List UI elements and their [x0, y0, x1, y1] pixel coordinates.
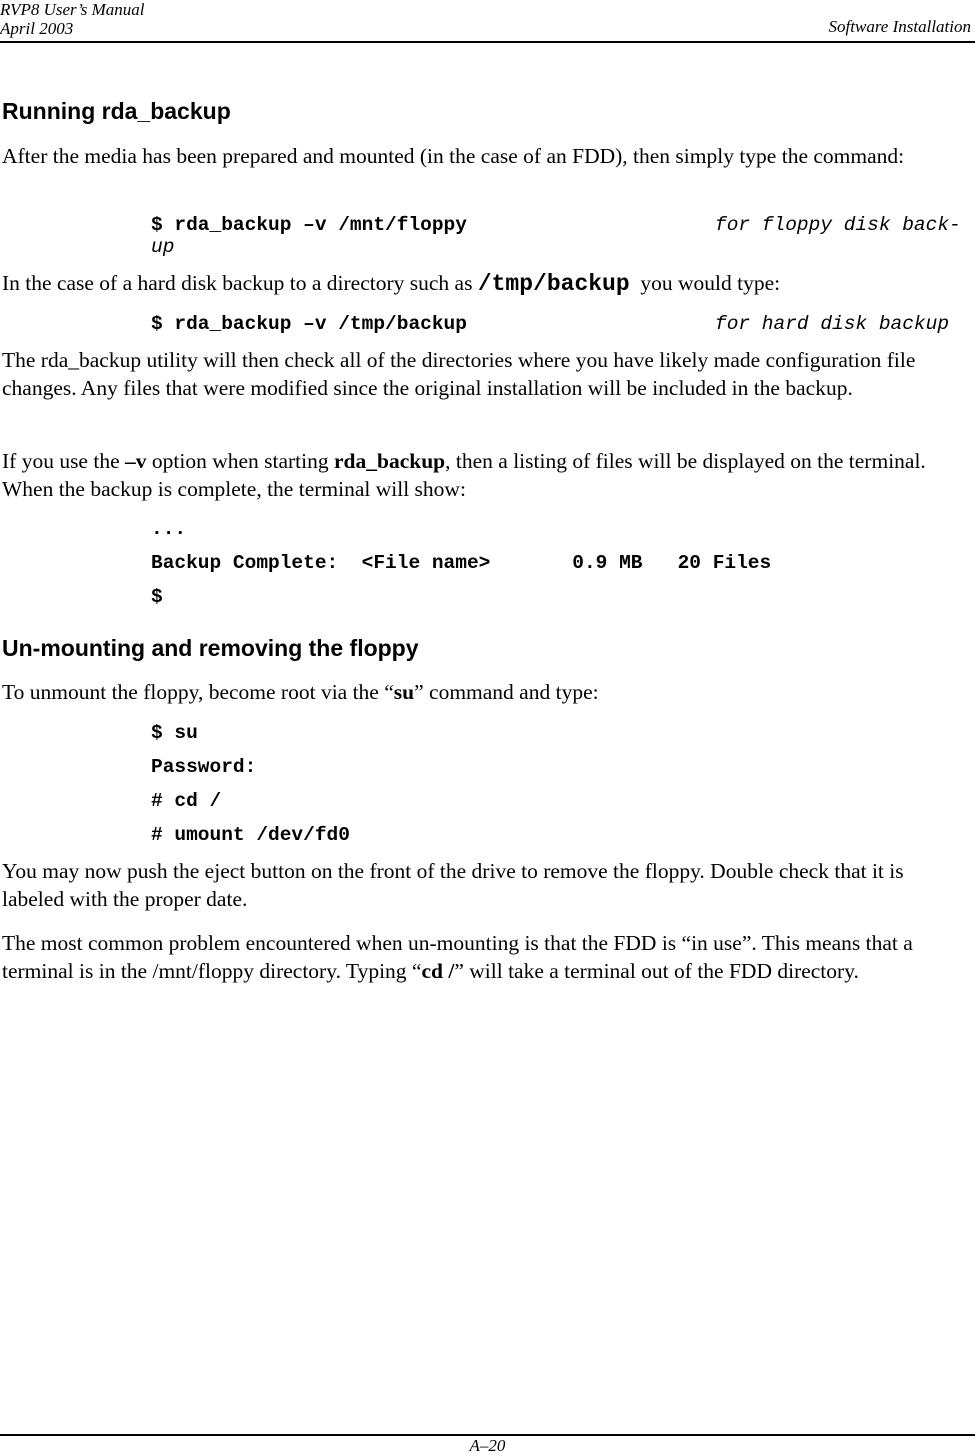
verbose-flag: –v — [125, 449, 147, 473]
cmd-cd-root: # cd / — [151, 790, 222, 812]
header-divider — [0, 41, 975, 43]
note-hard-disk-backup: for hard disk backup — [715, 313, 950, 335]
hard-disk-text: In the case of a hard disk backup to a directory such as — [2, 271, 478, 295]
hard-disk-paragraph — [2, 269, 970, 298]
option-text-mid: option when starting — [146, 449, 335, 473]
rda-backup-command: rda_backup — [334, 449, 446, 473]
cmd-umount: # umount /dev/fd0 — [151, 824, 350, 846]
hard-disk-text-end: you would type: — [629, 271, 781, 295]
cmd-su: $ su — [151, 722, 198, 744]
problem-text-end: ” will take a terminal out of the FDD directory. — [454, 959, 859, 983]
heading-unmounting-floppy: Un-mounting and removing the floppy — [2, 635, 419, 661]
cmd-hard-disk-backup: $ rda_backup –v /tmp/backup — [151, 313, 467, 335]
section-title: Software Installation — [828, 17, 971, 36]
cd-root-command: cd / — [421, 959, 455, 983]
su-command: su — [393, 680, 415, 704]
terminal-ellipsis: ... — [151, 518, 187, 540]
page-number: A–20 — [469, 1436, 506, 1455]
manual-date: April 2003 — [0, 19, 74, 38]
unmount-intro-text-end: ” command and type: — [414, 680, 599, 704]
manual-title: RVP8 User’s Manual — [0, 0, 145, 19]
unmount-intro-text: To unmount the floppy, become root via the “ — [2, 680, 394, 704]
backup-path: /tmp/backup — [477, 271, 630, 297]
terminal-backup-complete: Backup Complete: <File name> 0.9 MB 20 Files — [151, 552, 772, 574]
problem-text: The most common problem encountered when un-mounting is that the FDD is “in use”. This means that a terminal is in the /mnt/floppy directory. Typing “ — [2, 931, 913, 983]
cmd-password: Password: — [151, 756, 257, 778]
heading-running-rda-backup: Running rda_backup — [2, 98, 231, 124]
terminal-prompt: $ — [151, 586, 163, 608]
option-text: If you use the — [2, 449, 125, 473]
note-floppy-backup: for floppy disk back- — [715, 214, 961, 236]
option-text-end: , then a listing of files will be displayed on the terminal. When the backup is complete, the terminal will show: — [2, 449, 926, 501]
common-problem-paragraph — [2, 929, 970, 985]
header-left — [0, 0, 145, 38]
unmount-intro-paragraph — [2, 678, 970, 706]
utility-check-paragraph: The rda_backup utility will then check all of the directories where you have likely made configuration file changes. Any files that were modified since the original installation will be included in the backup. — [2, 348, 916, 400]
note-floppy-backup-continued: up — [151, 236, 175, 258]
verbose-option-paragraph — [2, 447, 970, 503]
cmd-floppy-backup: $ rda_backup –v /mnt/floppy — [151, 214, 467, 236]
eject-paragraph: You may now push the eject button on the front of the drive to remove the floppy. Double check that it is labeled with the proper date. — [2, 859, 904, 911]
intro-paragraph: After the media has been prepared and mounted (in the case of an FDD), then simply type the command: — [2, 144, 905, 168]
